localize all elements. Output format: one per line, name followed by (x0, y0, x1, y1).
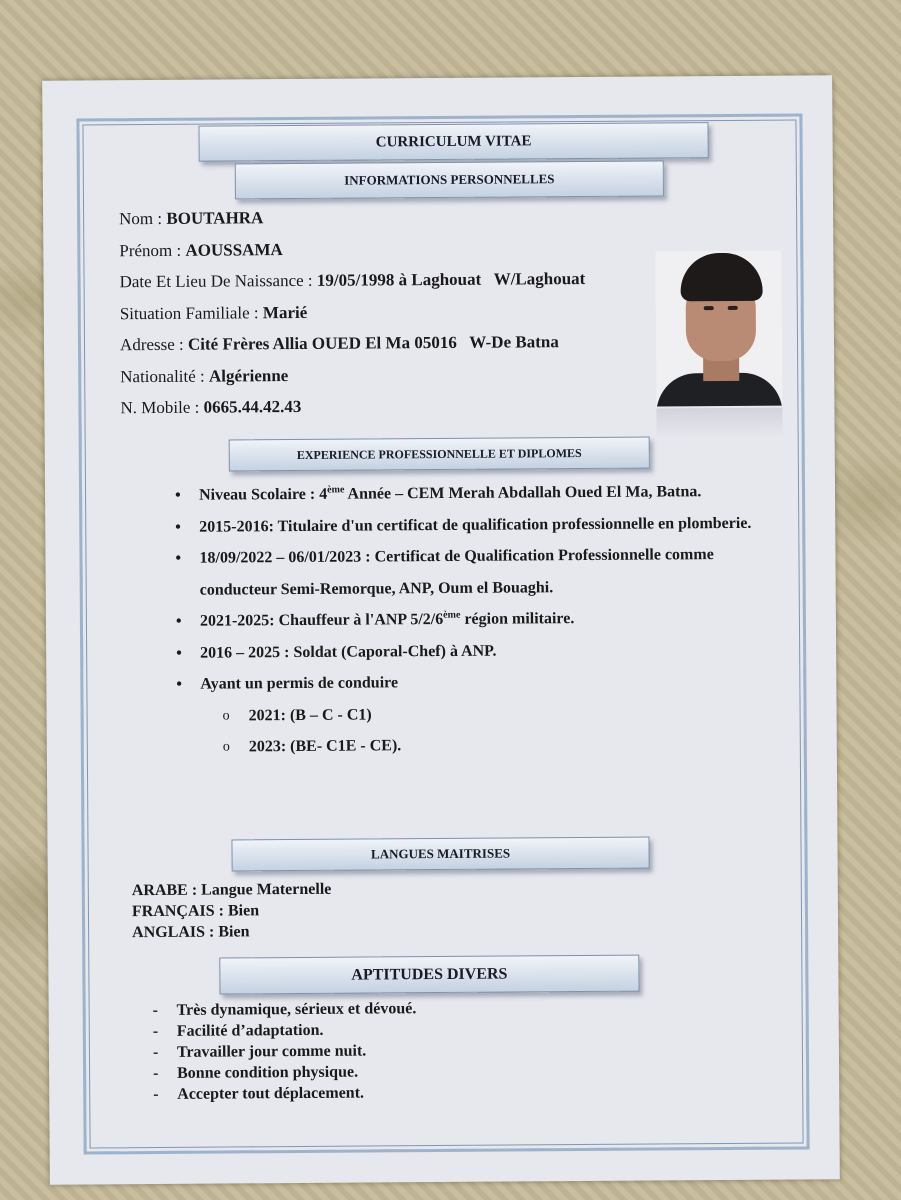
language-arabe: ARABE : Langue Maternelle (131, 880, 332, 900)
item-text: région militaire. (460, 610, 575, 628)
naissance-label: Date Et Lieu De Naissance : (119, 270, 317, 292)
nom-value: BOUTAHRA (166, 208, 264, 228)
situation-label: Situation Familiale : (119, 302, 263, 323)
item-text: Année – CEM Merah Abdallah Oued El Ma, Batna. (344, 483, 702, 503)
list-item: - Bonne condition physique. (153, 1061, 417, 1084)
language-anglais: ANGLAIS : Bien (132, 923, 250, 942)
sub-list-item (176, 696, 766, 732)
list-item: • 2015-2016: Titulaire d'un certificat de qualification professionnelle en plomberie. (175, 507, 765, 543)
photo-eye-right (728, 306, 738, 310)
sub-item-text: 2023: (BE- C1E - CE). (248, 737, 402, 756)
languages-list (132, 879, 332, 943)
list-item: • 2016 – 2025 : Soldat (Caporal-Chef) à ANP. (176, 633, 766, 669)
nationalite-label: Nationalité : (120, 366, 210, 386)
personal-info (119, 200, 586, 424)
sub-list-item (177, 728, 767, 764)
prenom-value: AOUSSAMA (185, 239, 283, 260)
list-item (176, 602, 766, 638)
aptitudes-banner: APTITUDES DIVERS (219, 955, 639, 995)
adresse-label: Adresse : (119, 334, 189, 355)
personal-info-banner: INFORMATIONS PERSONNELLES (235, 160, 664, 199)
item-text: 2021-2025: Chauffeur à l'ANP 5/2/6 (199, 610, 444, 630)
experience-banner: EXPERIENCE PROFESSIONNELLE ET DIPLOMES (229, 437, 650, 472)
prenom-label: Prénom : (119, 240, 186, 260)
mobile-value: 0665.44.42.43 (203, 396, 302, 417)
list-item: - Facilité d’adaptation. (153, 1019, 417, 1042)
nom-label: Nom : (119, 208, 167, 229)
item-text: Niveau Scolaire : 4 (198, 485, 328, 504)
aptitudes-list (153, 998, 417, 1105)
situation-row (120, 294, 586, 329)
adresse-value: Cité Frères Allia OUED El Ma 05016 W-De Batna (187, 332, 559, 354)
nationalite-row (120, 357, 586, 392)
nom-row (119, 200, 585, 235)
mobile-label: N. Mobile : (120, 397, 204, 418)
situation-value: Marié (262, 302, 308, 322)
profile-photo (655, 251, 782, 407)
nationalite-value: Algérienne (208, 365, 289, 386)
list-item (175, 476, 765, 512)
language-francais: FRANÇAIS : Bien (131, 902, 260, 921)
languages-banner: LANGUES MAITRISES (231, 837, 649, 872)
cv-title-banner: CURRICULUM VITAE (198, 122, 708, 162)
prenom-row (119, 231, 585, 266)
cv-paper (42, 75, 840, 1184)
photo-reflection (656, 408, 782, 439)
circle-bullet-icon: o (222, 739, 230, 755)
sub-item-text: 2021: (B – C - C1) (248, 705, 372, 724)
list-item: - Très dynamique, sérieux et dévoué. (153, 998, 417, 1021)
list-item: • 18/09/2022 – 06/01/2023 : Certificat de Qualification Professionnelle comme conducteur Semi-Remorque, ANP, Oum el Bouaghi. (175, 539, 765, 606)
photo-eye-left (704, 306, 714, 310)
experience-list (175, 476, 767, 764)
circle-bullet-icon: o (222, 707, 230, 724)
list-item: - Accepter tout déplacement. (153, 1082, 417, 1105)
list-item: - Travailler jour comme nuit. (153, 1040, 417, 1063)
mobile-row (120, 389, 586, 424)
item-superscript: ème (443, 609, 461, 621)
item-superscript: ème (327, 484, 345, 496)
adresse-row (120, 326, 586, 361)
list-item: • Ayant un permis de conduire (176, 665, 766, 701)
naissance-row (119, 263, 585, 298)
naissance-value: 19/05/1998 à Laghouat W/Laghouat (316, 268, 586, 290)
photo-hair (680, 253, 762, 302)
